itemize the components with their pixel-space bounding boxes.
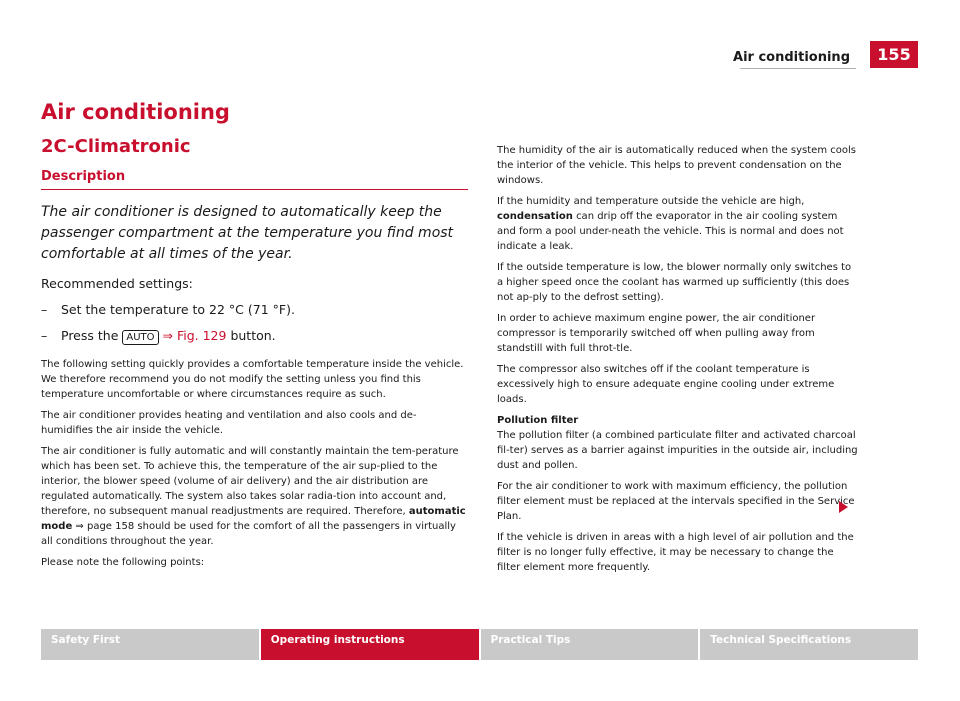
subsection-heading: Description <box>41 169 468 190</box>
intro-text: The air conditioner is designed to automatically keep the passenger compartment at the temperature you find most comfortable at all times of the year. <box>41 204 454 262</box>
continue-arrow-icon <box>839 501 848 513</box>
paragraph: If the humidity and temperature outside the vehicle are high, condensation can drip off the evaporator in the air cooling system and form a pool under-neath the vehicle. This is normal and does not indicate a leak. <box>497 196 844 252</box>
page-number: 155 <box>870 41 918 68</box>
paragraph: The air conditioner provides heating and ventilation and also cools and de-humidifies the air inside the vehicle. <box>41 410 417 436</box>
list-item <box>41 301 468 319</box>
right-column <box>497 143 858 575</box>
paragraph: The humidity of the air is automatically reduced when the system cools the interior of the vehicle. This helps to prevent condensation on the windows. <box>497 145 856 186</box>
paragraph: If the vehicle is driven in areas with a high level of air pollution and the filter is no longer fully effective, it may be necessary to change the filter element more frequently. <box>497 532 854 573</box>
paragraph: The air conditioner is fully automatic and will constantly maintain the tem-perature which has been set. To achieve this, the temperature of the air sup-plied to the interior, the blower speed (volume of air delivery) and the air distribution are regulated automatically. The system also takes solar radia-tion into account and, therefore, no subsequent manual readjustments are required. Therefore, automatic mode ⇒ page 158 should be used for the comfort of all the passengers in virtually all conditions throughout the year. <box>41 446 466 547</box>
figure-link[interactable]: ⇒ Fig. 129 <box>162 328 227 343</box>
auto-key-label: AUTO <box>122 330 158 345</box>
paragraph: The compressor also switches off if the coolant temperature is excessively high to ensure adequate engine cooling under extreme loads. <box>497 364 835 405</box>
tab-technical-specifications[interactable]: Technical Specifications <box>700 629 918 660</box>
dash-bullet: – <box>41 328 48 343</box>
paragraph: For the air conditioner to work with maximum efficiency, the pollution filter element must be replaced at the intervals specified in the Service Plan. <box>497 481 855 522</box>
list-item <box>41 327 468 345</box>
paragraph: Please note the following points: <box>41 557 205 568</box>
chapter-title: Air conditioning <box>41 100 230 124</box>
page-reference: ⇒ page 158 should be used for the comfort of all the passengers in virtually all conditions throughout the year. <box>41 521 456 547</box>
tab-safety-first[interactable]: Safety First <box>41 629 259 660</box>
list-item-text: Set the temperature to 22 °C (71 °F). <box>61 302 295 317</box>
paragraph: The pollution filter (a combined particulate filter and activated charcoal fil-ter) serves as a barrier against impurities in the outside air, including dust and pollen. <box>497 430 858 471</box>
dash-bullet: – <box>41 302 48 317</box>
paragraph: If the outside temperature is low, the blower normally only switches to a higher speed once the coolant has warmed up sufficiently (this does not ap-ply to the defrost setting). <box>497 262 852 303</box>
section-title: 2C-Climatronic <box>41 136 191 157</box>
paragraph: In order to achieve maximum engine power, the air conditioner compressor is temporarily switched off when pulling away from standstill with full throt-tle. <box>497 313 816 354</box>
tab-practical-tips[interactable]: Practical Tips <box>481 629 699 660</box>
paragraph: The following setting quickly provides a comfortable temperature inside the vehicle. We therefore recommend you do not modify the setting unless you find this temperature uncomfortable or where circumstances require as such. <box>41 359 464 400</box>
tab-operating-instructions[interactable]: Operating instructions <box>261 629 479 660</box>
list-item-text: Press the AUTO ⇒ Fig. 129 button. <box>61 328 276 343</box>
footer-nav <box>41 629 918 660</box>
header-rule <box>740 68 856 69</box>
condensation-term: condensation <box>497 211 573 222</box>
recommended-label: Recommended settings: <box>41 276 193 291</box>
automatic-mode-term: automatic mode <box>41 506 466 532</box>
left-column <box>41 100 468 570</box>
running-header: Air conditioning <box>733 50 850 65</box>
pollution-filter-heading: Pollution filter <box>497 415 579 426</box>
